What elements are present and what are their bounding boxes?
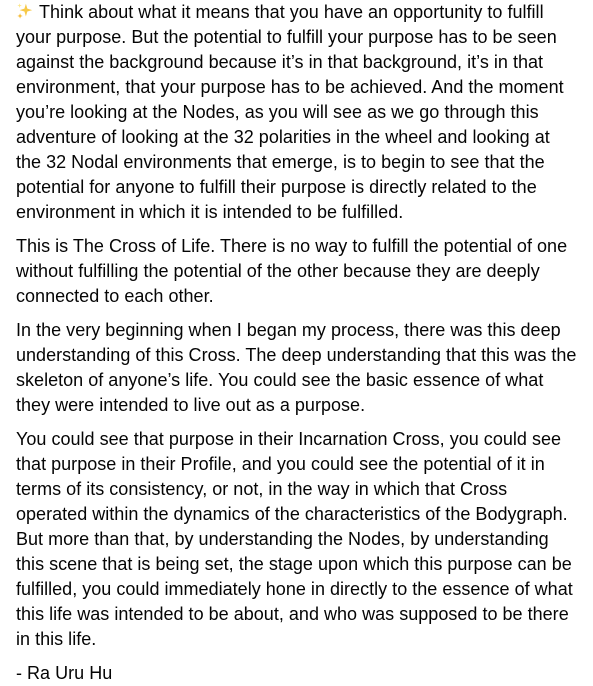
sparkles-icon <box>16 2 34 20</box>
paragraph-1-text: Think about what it means that you have an opportunity to fulfill your purpose. But the potential to fulfill your purpose has to be seen against the background because it’s in that background, it’s in that environment, that your purpose has to be achieved. And the moment you’re looking at the Nodes, as you will see as we go through this adventure of looking at the 32 polarities in the wheel and looking at the 32 Nodal environments that emerge, is to begin to see that the potential for anyone to fulfill their purpose is directly related to the environment in which it is intended to be fulfilled. <box>16 2 564 222</box>
paragraph-4: You could see that purpose in their Incarnation Cross, you could see that purpose in their Profile, and you could see the potential of it in terms of its consistency, or not, in the way in which that Cross operated within the dynamics of the characteristics of the Bodygraph. But more than that, by understanding the Nodes, by understanding this scene that is being set, the stage upon which this purpose can be fulfilled, you could immediately hone in directly to the essence of what this life was intended to be about, and who was supposed to be there in this life. <box>16 429 573 649</box>
paragraph-3: In the very beginning when I began my process, there was this deep understanding of this Cross. The deep understanding that this was the skeleton of anyone’s life. You could see the basic essence of what they were intended to live out as a purpose. <box>16 320 577 415</box>
author-signature: - Ra Uru Hu <box>16 663 113 683</box>
paragraph-1 <box>16 0 578 225</box>
paragraph-2: This is The Cross of Life. There is no way to fulfill the potential of one without fulfilling the potential of the other because they are deeply connected to each other. <box>16 236 568 306</box>
post-body <box>16 0 578 686</box>
